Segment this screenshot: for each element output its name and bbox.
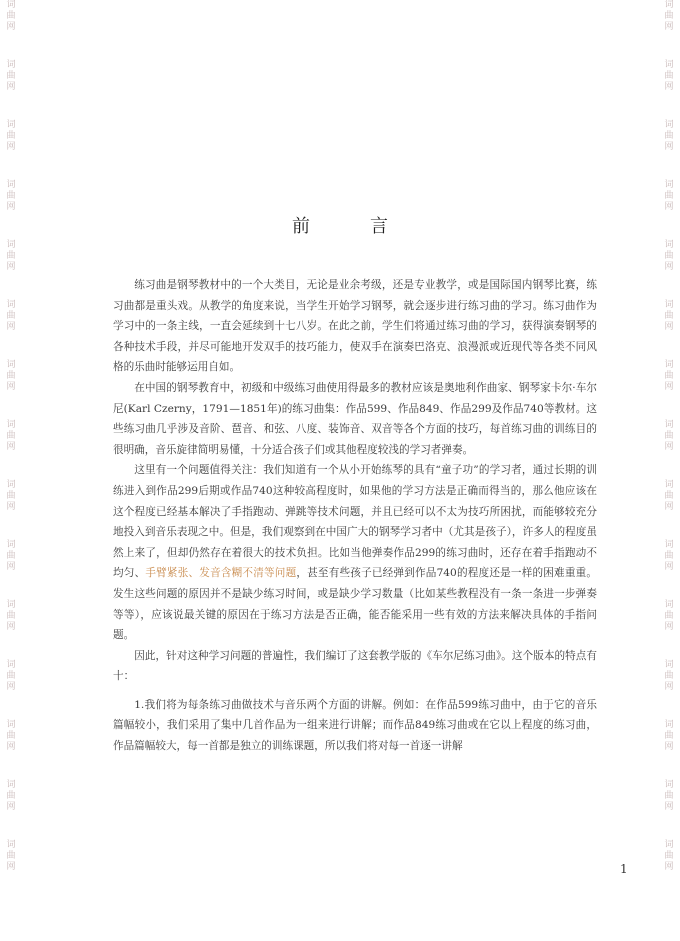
watermark-char: 曲 bbox=[664, 851, 674, 861]
watermark-char: 词 bbox=[664, 780, 674, 790]
watermark-char: 词 bbox=[6, 480, 16, 490]
watermark-char: 网 bbox=[664, 562, 674, 572]
watermark-char: 曲 bbox=[6, 491, 16, 501]
watermark-char: 网 bbox=[664, 502, 674, 512]
watermark-right bbox=[661, 0, 677, 900]
paragraph-text: 因此，针对这种学习问题的普遍性，我们编订了这套教学版的《车尔尼练习曲》。这个版本的特点有十： bbox=[113, 649, 597, 683]
watermark-group bbox=[3, 0, 19, 60]
watermark-group bbox=[3, 480, 19, 540]
watermark-char: 网 bbox=[6, 142, 16, 152]
watermark-char: 曲 bbox=[6, 191, 16, 201]
watermark-left bbox=[3, 0, 19, 900]
page-number: 1 bbox=[620, 862, 628, 876]
watermark-char: 曲 bbox=[664, 71, 674, 81]
watermark-char: 曲 bbox=[664, 371, 674, 381]
watermark-group bbox=[661, 360, 677, 420]
watermark-char: 词 bbox=[6, 60, 16, 70]
watermark-group bbox=[661, 720, 677, 780]
watermark-char: 网 bbox=[664, 442, 674, 452]
watermark-group bbox=[661, 240, 677, 300]
watermark-char: 曲 bbox=[6, 551, 16, 561]
watermark-group bbox=[661, 0, 677, 60]
watermark-char: 曲 bbox=[664, 11, 674, 21]
watermark-char: 词 bbox=[6, 720, 16, 730]
paragraph bbox=[113, 275, 597, 378]
watermark-char: 词 bbox=[664, 120, 674, 130]
preface-body bbox=[113, 275, 597, 757]
watermark-group bbox=[3, 780, 19, 840]
watermark-char: 曲 bbox=[6, 371, 16, 381]
watermark-char: 词 bbox=[6, 120, 16, 130]
watermark-char: 网 bbox=[6, 562, 16, 572]
watermark-group bbox=[661, 540, 677, 600]
watermark-char: 网 bbox=[6, 802, 16, 812]
watermark-group bbox=[3, 120, 19, 180]
watermark-group bbox=[3, 240, 19, 300]
watermark-group bbox=[3, 720, 19, 780]
watermark-char: 网 bbox=[6, 262, 16, 272]
watermark-char: 网 bbox=[6, 622, 16, 632]
watermark-char: 网 bbox=[6, 742, 16, 752]
watermark-char: 网 bbox=[6, 382, 16, 392]
watermark-char: 网 bbox=[664, 802, 674, 812]
watermark-char: 曲 bbox=[664, 251, 674, 261]
watermark-char: 曲 bbox=[6, 431, 16, 441]
watermark-group bbox=[3, 360, 19, 420]
watermark-char: 曲 bbox=[6, 71, 16, 81]
watermark-char: 网 bbox=[6, 442, 16, 452]
watermark-char: 网 bbox=[664, 322, 674, 332]
watermark-char: 词 bbox=[6, 540, 16, 550]
watermark-group bbox=[661, 60, 677, 120]
watermark-char: 曲 bbox=[664, 431, 674, 441]
paragraph-text: 练习曲是钢琴教材中的一个大类目，无论是业余考级，还是专业教学，或是国际国内钢琴比赛，练习曲都是重头戏。从教学的角度来说，当学生开始学习钢琴，就会逐步进行练习曲的学习。练习曲作为学习中的一条主线，一直会延续到十七八岁。在此之前，学生们将通过练习曲的学习，获得演奏钢琴的各种技术手段，并尽可能地开发双手的技巧能力，使双手在演奏巴洛克、浪漫派或近现代等各类不同风格的乐曲时能够运用自如。 bbox=[113, 279, 597, 374]
paragraph bbox=[113, 460, 597, 645]
highlighted-text: 手臂紧张、发音含糊不清等问题 bbox=[145, 567, 297, 580]
watermark-char: 词 bbox=[6, 180, 16, 190]
paragraph bbox=[113, 378, 597, 460]
watermark-char: 词 bbox=[6, 0, 16, 10]
watermark-group bbox=[3, 600, 19, 660]
watermark-char: 曲 bbox=[664, 311, 674, 321]
paragraph-text: 这里有一个问题值得关注：我们知道有一个从小开始练琴的具有“童子功”的学习者，通过长期的训练进入到作品299后期或作品740这种较高程度时，如果他的学习方法是正确而得当的，那么他应该在这个程度已经基本解决了手指跑动、弹跳等技术问题，并且已经可以不太为技巧所困扰，而能够较充分地投入到音乐表现之中。但是，我们观察到在中国广大的钢琴学习者中（尤其是孩子），许多人的程度虽然上来了，但却仍然存在着很大的技术负担。比如当他弹奏作品299的练习曲时，还存在着手指跑动不均匀、 bbox=[113, 464, 597, 580]
watermark-char: 曲 bbox=[6, 671, 16, 681]
watermark-group bbox=[661, 840, 677, 900]
watermark-char: 曲 bbox=[6, 11, 16, 21]
watermark-group bbox=[3, 60, 19, 120]
watermark-char: 曲 bbox=[6, 611, 16, 621]
watermark-char: 曲 bbox=[664, 671, 674, 681]
watermark-char: 网 bbox=[664, 862, 674, 872]
watermark-group bbox=[661, 120, 677, 180]
watermark-char: 网 bbox=[6, 202, 16, 212]
watermark-char: 网 bbox=[664, 82, 674, 92]
watermark-char: 曲 bbox=[664, 551, 674, 561]
watermark-char: 网 bbox=[664, 622, 674, 632]
watermark-group bbox=[3, 300, 19, 360]
watermark-char: 词 bbox=[664, 240, 674, 250]
watermark-char: 网 bbox=[664, 742, 674, 752]
watermark-char: 词 bbox=[664, 840, 674, 850]
watermark-char: 曲 bbox=[6, 851, 16, 861]
watermark-char: 网 bbox=[664, 142, 674, 152]
watermark-char: 词 bbox=[664, 60, 674, 70]
watermark-group bbox=[3, 840, 19, 900]
watermark-char: 网 bbox=[6, 322, 16, 332]
watermark-char: 词 bbox=[664, 300, 674, 310]
watermark-char: 曲 bbox=[6, 131, 16, 141]
watermark-char: 词 bbox=[6, 660, 16, 670]
watermark-char: 词 bbox=[664, 0, 674, 10]
watermark-char: 词 bbox=[6, 840, 16, 850]
watermark-char: 曲 bbox=[664, 731, 674, 741]
watermark-char: 曲 bbox=[6, 251, 16, 261]
watermark-char: 曲 bbox=[6, 311, 16, 321]
watermark-char: 词 bbox=[664, 180, 674, 190]
watermark-group bbox=[661, 480, 677, 540]
watermark-group bbox=[3, 540, 19, 600]
watermark-char: 网 bbox=[664, 262, 674, 272]
watermark-char: 曲 bbox=[664, 491, 674, 501]
watermark-char: 网 bbox=[6, 82, 16, 92]
watermark-char: 词 bbox=[664, 480, 674, 490]
paragraph bbox=[113, 646, 597, 687]
watermark-char: 网 bbox=[664, 382, 674, 392]
page-title: 前言 bbox=[292, 216, 448, 237]
watermark-group bbox=[661, 780, 677, 840]
watermark-char: 词 bbox=[664, 660, 674, 670]
watermark-group bbox=[661, 660, 677, 720]
watermark-char: 词 bbox=[664, 540, 674, 550]
watermark-char: 曲 bbox=[664, 131, 674, 141]
watermark-char: 曲 bbox=[664, 191, 674, 201]
watermark-char: 曲 bbox=[664, 611, 674, 621]
watermark-char: 词 bbox=[664, 600, 674, 610]
watermark-char: 网 bbox=[6, 22, 16, 32]
watermark-char: 网 bbox=[6, 502, 16, 512]
watermark-char: 词 bbox=[6, 780, 16, 790]
watermark-char: 词 bbox=[6, 240, 16, 250]
watermark-char: 词 bbox=[6, 600, 16, 610]
watermark-char: 词 bbox=[664, 720, 674, 730]
watermark-group bbox=[3, 420, 19, 480]
watermark-group bbox=[661, 600, 677, 660]
watermark-group bbox=[661, 300, 677, 360]
watermark-char: 网 bbox=[6, 862, 16, 872]
watermark-char: 词 bbox=[664, 420, 674, 430]
watermark-char: 曲 bbox=[6, 731, 16, 741]
watermark-char: 曲 bbox=[6, 791, 16, 801]
watermark-group bbox=[3, 660, 19, 720]
watermark-char: 网 bbox=[664, 202, 674, 212]
paragraph-text: 1.我们将为每条练习曲做技术与音乐两个方面的讲解。例如：在作品599练习曲中，由于它的音乐篇幅较小，我们采用了集中几首作品为一组来进行讲解；而作品849练习曲或在它以上程度的练习曲，作品篇幅较大，每一首都是独立的训练课题，所以我们将对每一首逐一讲解 bbox=[113, 698, 597, 753]
watermark-char: 网 bbox=[664, 682, 674, 692]
watermark-char: 词 bbox=[664, 360, 674, 370]
watermark-group bbox=[661, 420, 677, 480]
watermark-char: 词 bbox=[6, 300, 16, 310]
paragraph-text: 在中国的钢琴教育中，初级和中级练习曲使用得最多的教材应该是奥地利作曲家、钢琴家卡尔·车尔尼(Karl Czerny，1791—1851年)的练习曲集：作品599、作品849、作品299及作品740等教材。这些练习曲几乎涉及音阶、琶音、和弦、八度、装饰音、双音等各个方面的技巧，每首练习曲的训练目的很明确，音乐旋律简明易懂，十分适合孩子们或其他程度较浅的学习者弹奏。 bbox=[113, 381, 597, 456]
paragraph bbox=[113, 695, 597, 757]
watermark-char: 网 bbox=[6, 682, 16, 692]
watermark-char: 词 bbox=[6, 420, 16, 430]
watermark-char: 词 bbox=[6, 360, 16, 370]
paragraph-text: ，甚至有些孩子已经弹到作品740的程度还是一样的困难重重。发生这些问题的原因并不是缺少练习时间，或是缺少学习数量（比如某些教程没有一条一条进一步弹奏等等），应该说最关键的原因在于练习方法是否正确，能否能采用一些有效的方法来解决具体的手指问题。 bbox=[113, 567, 598, 642]
watermark-char: 网 bbox=[664, 22, 674, 32]
watermark-char: 曲 bbox=[664, 791, 674, 801]
